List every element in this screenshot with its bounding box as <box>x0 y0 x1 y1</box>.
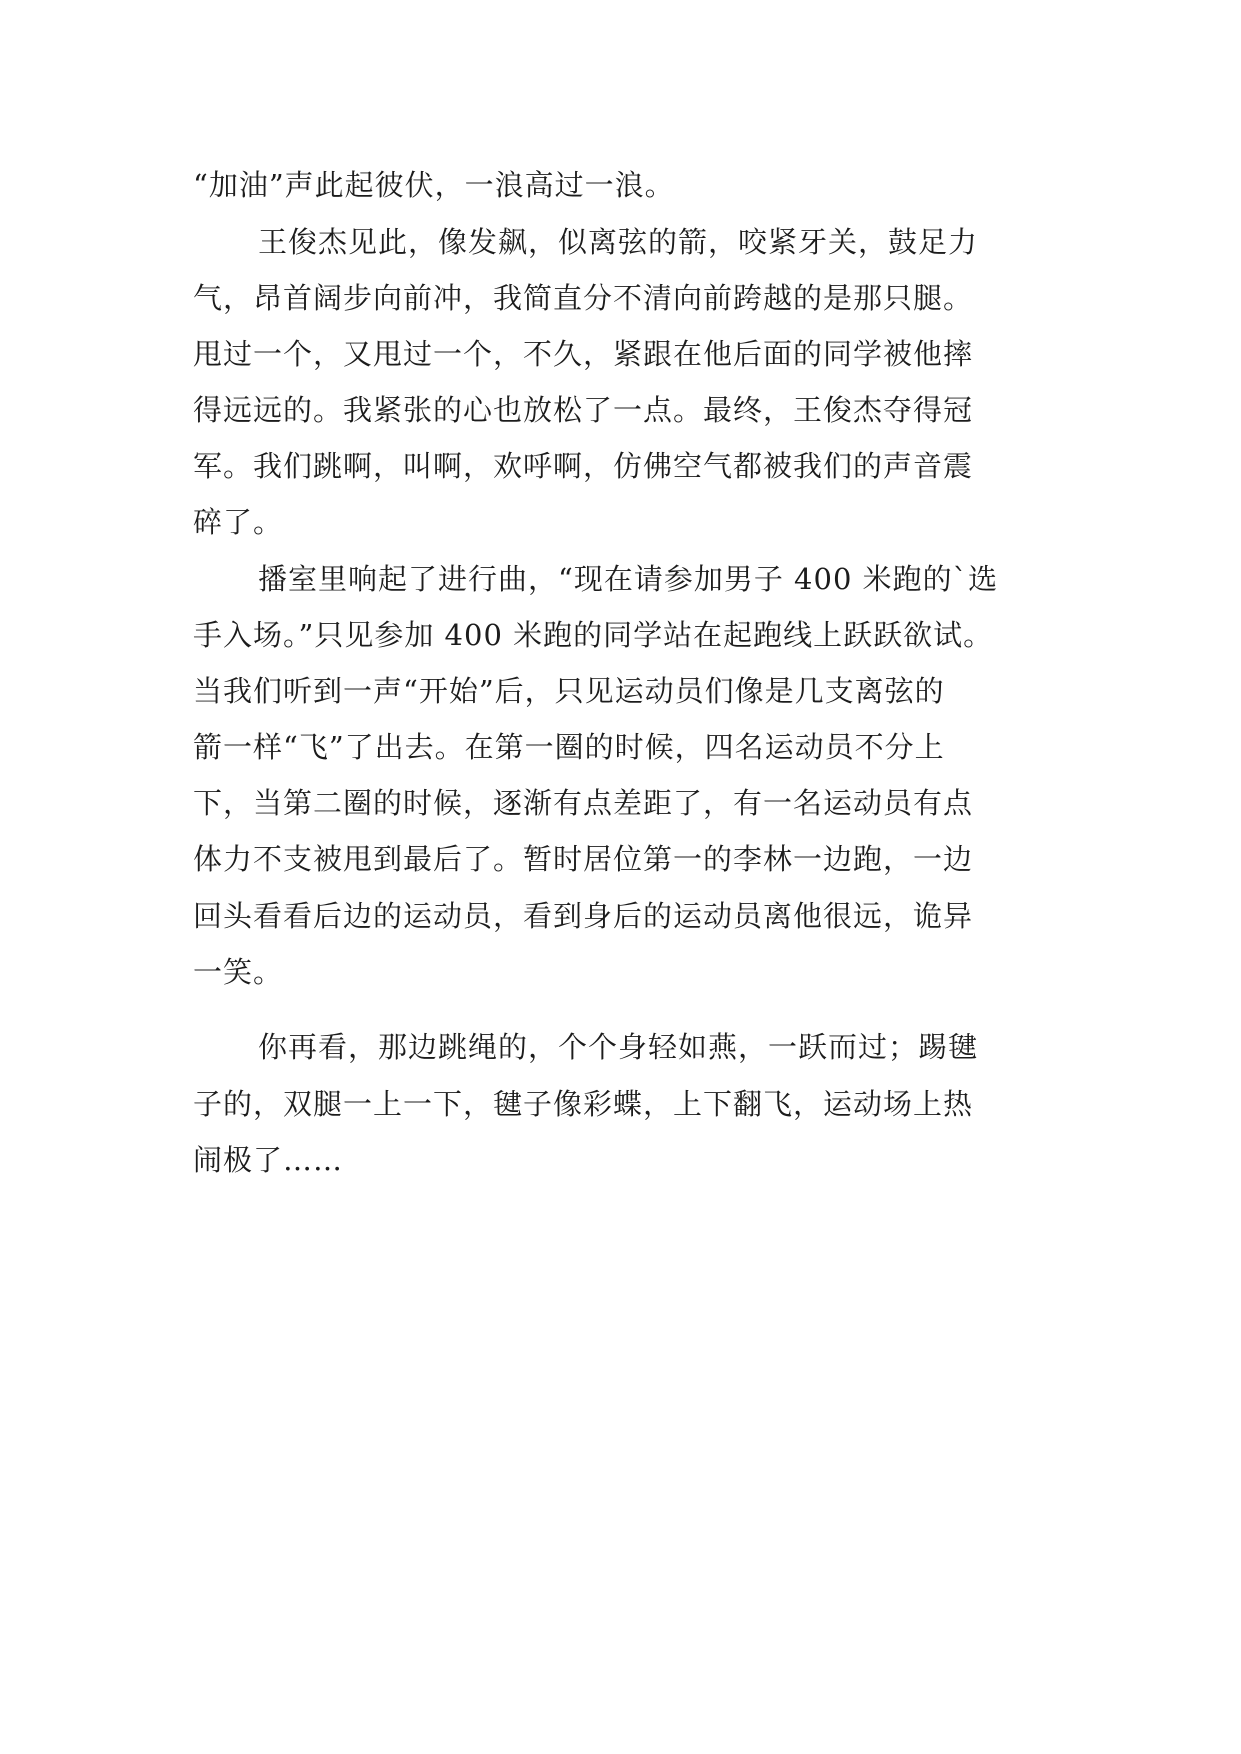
text-line: 碎了。 <box>193 505 284 539</box>
text-line: 当我们听到一声“开始”后，只见运动员们像是几支离弦的 <box>193 674 945 708</box>
text-line: 军。我们跳啊，叫啊，欢呼啊，仿佛空气都被我们的声音震 <box>193 449 974 483</box>
text-line: 体力不支被甩到最后了。暂时居位第一的李林一边跑，一边 <box>193 842 974 876</box>
text-line: 播室里响起了进行曲，“现在请参加男子 400 米跑的`选 <box>258 562 999 596</box>
text-line: 箭一样“飞”了出去。在第一圈的时候，四名运动员不分上 <box>193 730 945 764</box>
text-line: 王俊杰见此，像发飙，似离弦的箭，咬紧牙关，鼓足力 <box>258 225 979 259</box>
text-line: 一笑。 <box>193 955 284 989</box>
text-line: 甩过一个，又甩过一个，不久，紧跟在他后面的同学被他摔 <box>193 337 974 371</box>
text-line: 下，当第二圈的时候，逐渐有点差距了，有一名运动员有点 <box>193 786 974 820</box>
text-line: 手入场。”只见参加 400 米跑的同学站在起跑线上跃跃欲试。 <box>193 618 994 652</box>
text-line: 得远远的。我紧张的心也放松了一点。最终，王俊杰夺得冠 <box>193 393 974 427</box>
text-line: “加油”声此起彼伏，一浪高过一浪。 <box>193 168 675 202</box>
text-line: 回头看看后边的运动员，看到身后的运动员离他很远，诡异 <box>193 899 974 933</box>
text-line: 你再看，那边跳绳的，个个身轻如燕，一跃而过；踢毽 <box>258 1030 979 1064</box>
text-line: 闹极了…… <box>193 1143 344 1177</box>
text-line: 子的，双腿一上一下，毽子像彩蝶，上下翻飞，运动场上热 <box>193 1087 974 1121</box>
text-line: 气，昂首阔步向前冲，我简直分不清向前跨越的是那只腿。 <box>193 281 974 315</box>
